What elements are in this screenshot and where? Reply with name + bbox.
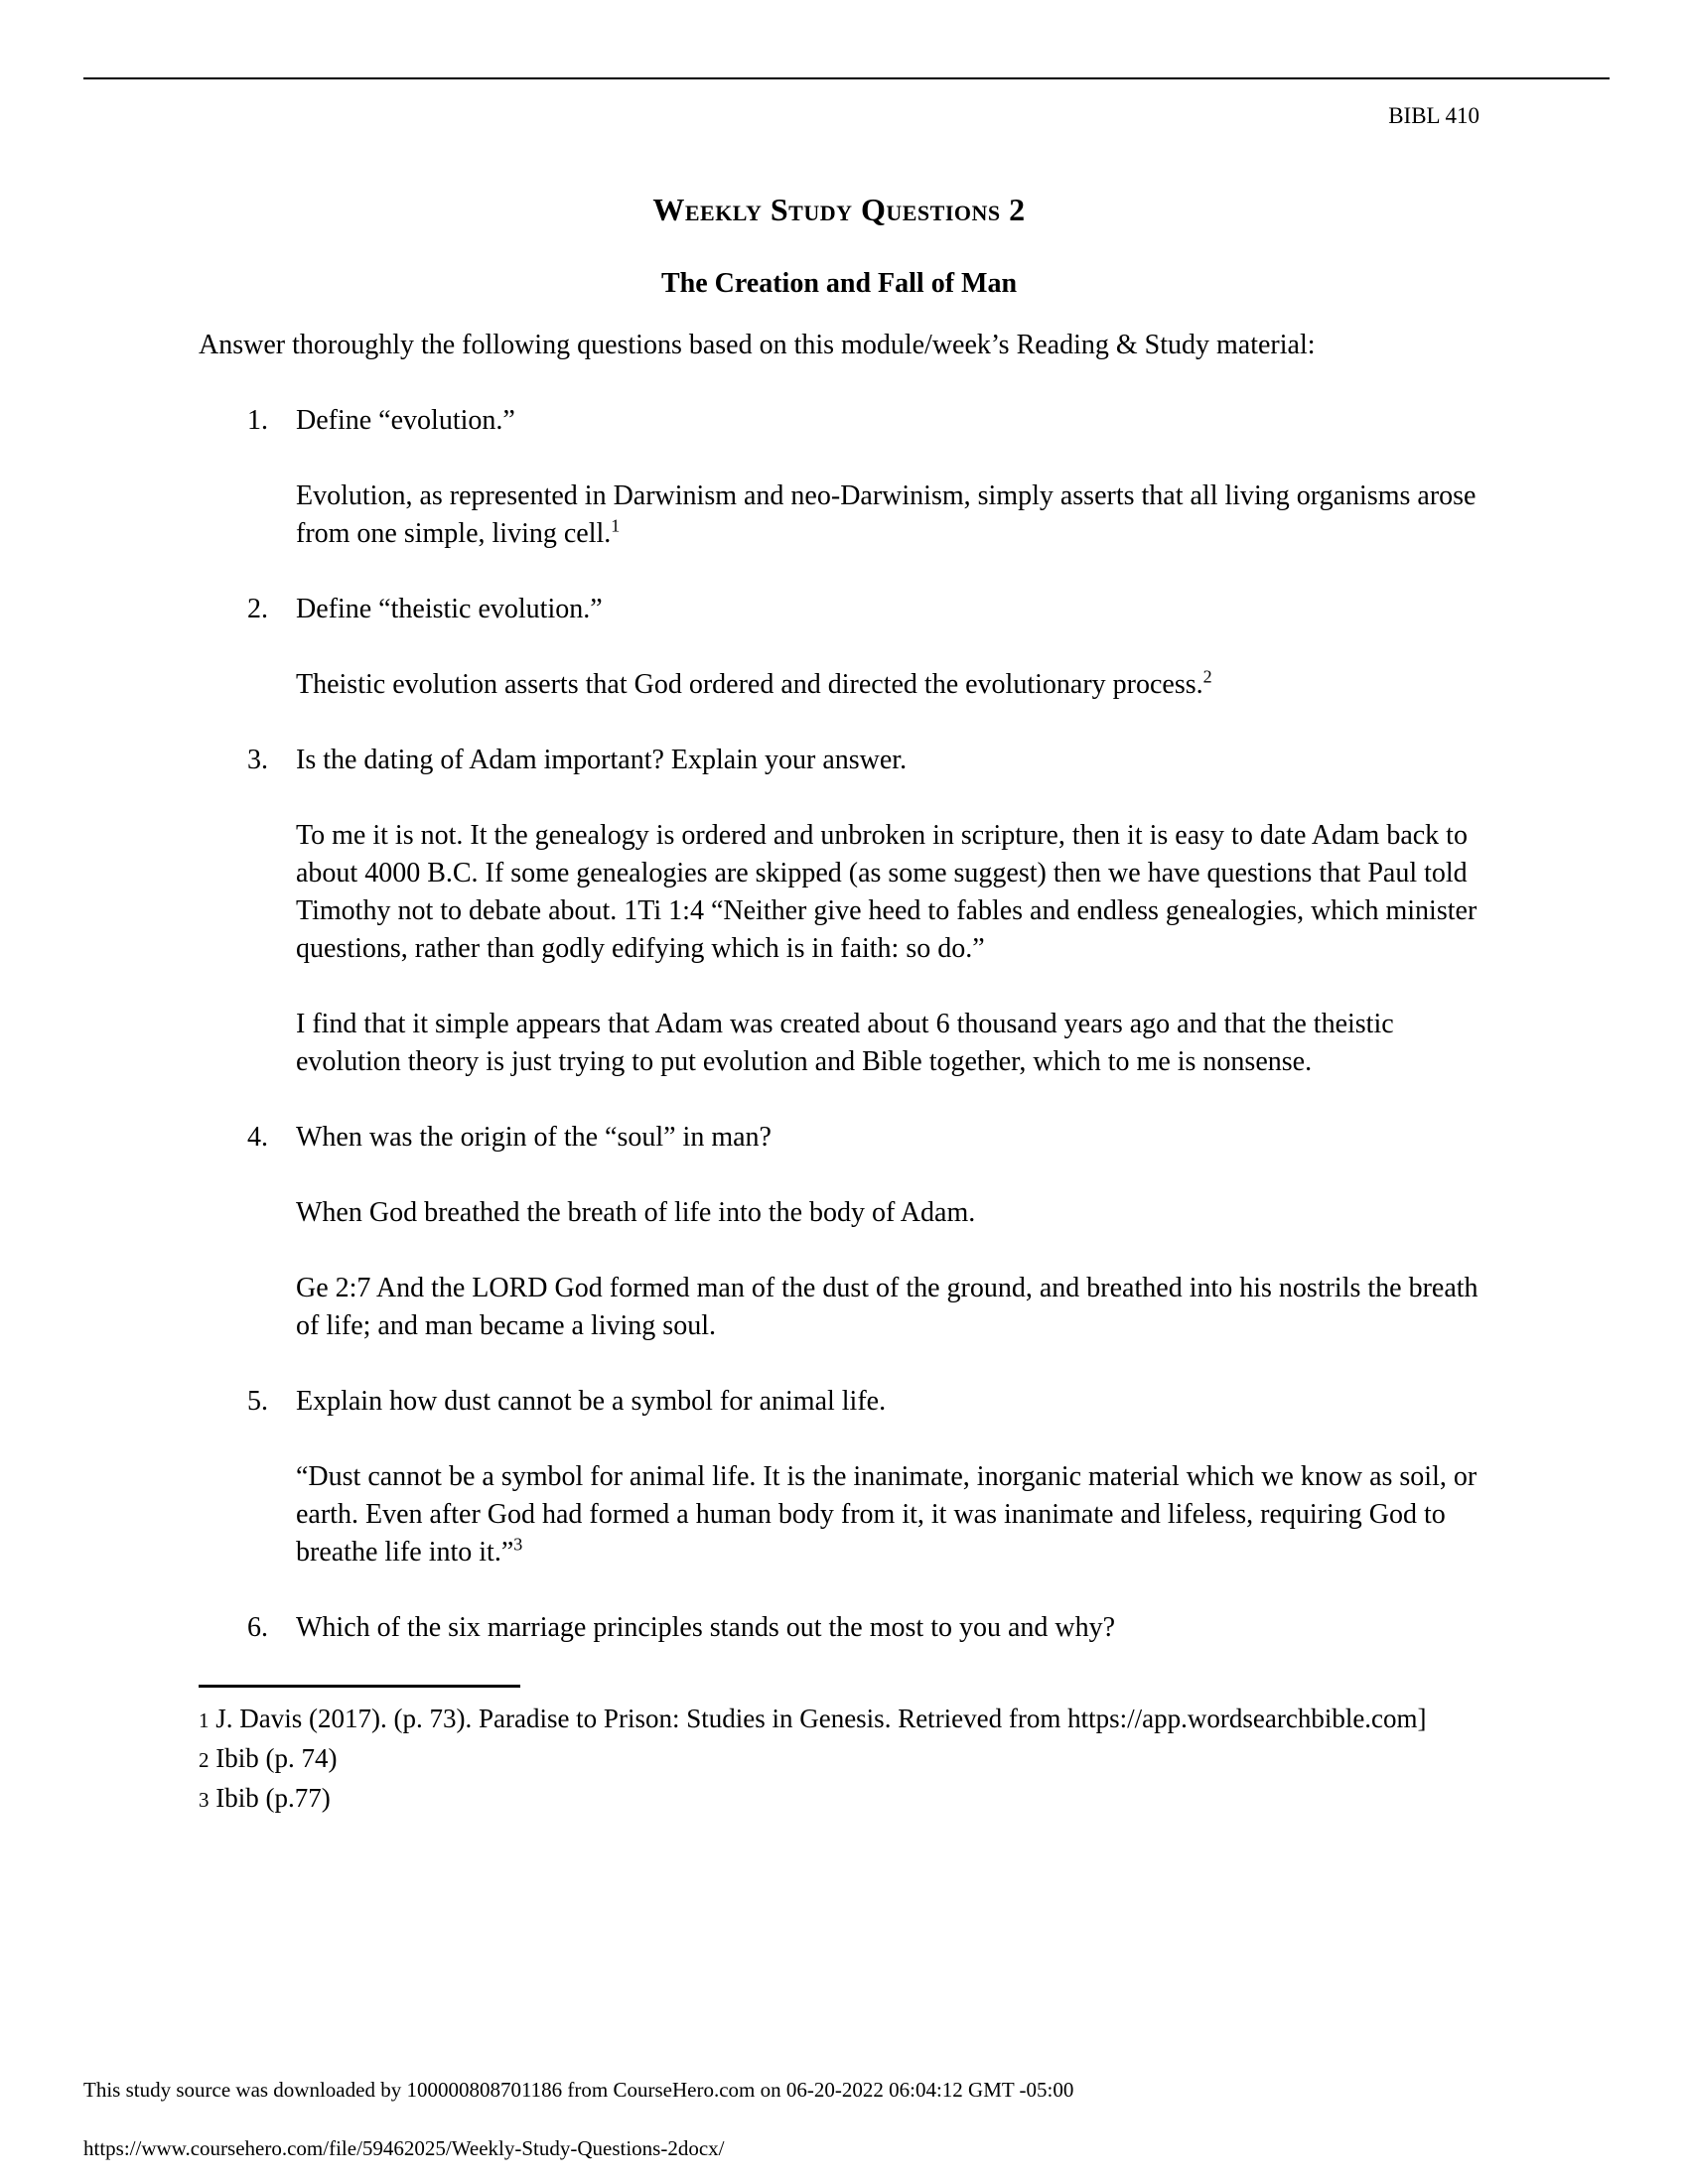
course-code: BIBL 410	[1388, 103, 1479, 128]
footnote	[199, 1739, 1479, 1779]
question-line	[199, 591, 1479, 628]
source-url-link[interactable]: https://www.coursehero.com/file/59462025/Weekly-Study-Questions-2docx/	[83, 2136, 725, 2160]
document-content	[0, 102, 1688, 1819]
answer-text: Evolution, as represented in Darwinism and neo-Darwinism, simply asserts that all living organisms arose from one simple, living cell.	[296, 480, 1477, 549]
answer-text: Theistic evolution asserts that God ordered and directed the evolutionary process.	[296, 669, 1203, 700]
question-text: Is the dating of Adam important? Explain your answer.	[296, 745, 908, 775]
question-text: Explain how dust cannot be a symbol for animal life.	[296, 1386, 887, 1417]
question-number: 3.	[247, 745, 268, 775]
footnote-text: J. Davis (2017). (p. 73). Paradise to Prison: Studies in Genesis. Retrieved from https://app.wordsearchbible.com]	[215, 1704, 1427, 1733]
question-line	[199, 1609, 1479, 1647]
footnote-separator	[199, 1685, 520, 1688]
answer-paragraph: To me it is not. It the genealogy is ordered and unbroken in scripture, then it is easy to date Adam back to about 4000 B.C. If some genealogies are skipped (as some suggest) then we have questions that Paul told Timothy not to debate about. 1Ti 1:4 “Neither give heed to fables and endless genealogies, which minister questions, rather than godly edifying which is in faith: so do.”	[296, 820, 1477, 964]
footnote-marker: 2	[199, 1748, 210, 1772]
question-text: When was the origin of the “soul” in man?	[296, 1122, 772, 1153]
footnotes-section	[199, 1685, 1479, 1819]
answer-paragraph: I find that it simple appears that Adam was created about 6 thousand years ago and that the theistic evolution theory is just trying to put evolution and Bible together, which to me is nonsense.	[296, 1009, 1394, 1077]
answer-text: “Dust cannot be a symbol for animal life. It is the inanimate, inorganic material which we know as soil, or earth. Even after God had formed a human body from it, it was inanimate and lifeless, requiring God to breathe life into it.”	[296, 1461, 1477, 1568]
question-item	[199, 1119, 1479, 1345]
answer-paragraph: Ge 2:7 And the LORD God formed man of the dust of the ground, and breathed into his nostrils the breath of life; and man became a living soul.	[296, 1273, 1478, 1341]
question-item	[199, 1383, 1479, 1571]
question-text: Define “evolution.”	[296, 405, 515, 436]
question-text: Define “theistic evolution.”	[296, 594, 603, 624]
question-number: 1.	[247, 405, 268, 436]
footnote	[199, 1700, 1479, 1739]
footnote-ref: 2	[1202, 666, 1212, 687]
page-subtitle: The Creation and Fall of Man	[660, 268, 1018, 299]
question-item	[199, 591, 1479, 704]
footnote-text: Ibib (p. 74)	[215, 1743, 338, 1773]
footnote-ref: 3	[513, 1534, 523, 1555]
question-number: 6.	[247, 1612, 268, 1643]
footnote	[199, 1779, 1479, 1819]
question-line	[199, 742, 1479, 779]
question-item	[199, 402, 1479, 553]
question-item	[199, 1609, 1479, 1647]
header-rule	[83, 77, 1610, 79]
question-number: 4.	[247, 1122, 268, 1153]
question-line	[199, 1383, 1479, 1421]
question-item	[199, 742, 1479, 1081]
question-line	[199, 1119, 1479, 1157]
page-title: Weekly Study Questions 2	[652, 192, 1026, 227]
answer-paragraph	[296, 1458, 1479, 1571]
answer-paragraph	[296, 666, 1479, 704]
footnote-text: Ibib (p.77)	[215, 1783, 331, 1813]
answer-paragraph	[296, 478, 1479, 553]
footnote-ref: 1	[611, 515, 621, 536]
question-line	[199, 402, 1479, 440]
question-number: 5.	[247, 1386, 268, 1417]
intro-paragraph: Answer thoroughly the following questions based on this module/week’s Reading & Study material:	[199, 330, 1316, 360]
question-number: 2.	[247, 594, 268, 624]
download-notice: This study source was downloaded by 100000808701186 from CourseHero.com on 06-20-2022 06:04:12 GMT -05:00	[83, 2078, 1074, 2102]
footnote-marker: 3	[199, 1788, 210, 1812]
answer-paragraph: When God breathed the breath of life into the body of Adam.	[296, 1197, 976, 1228]
footnote-marker: 1	[199, 1708, 210, 1732]
question-text: Which of the six marriage principles stands out the most to you and why?	[296, 1612, 1116, 1643]
